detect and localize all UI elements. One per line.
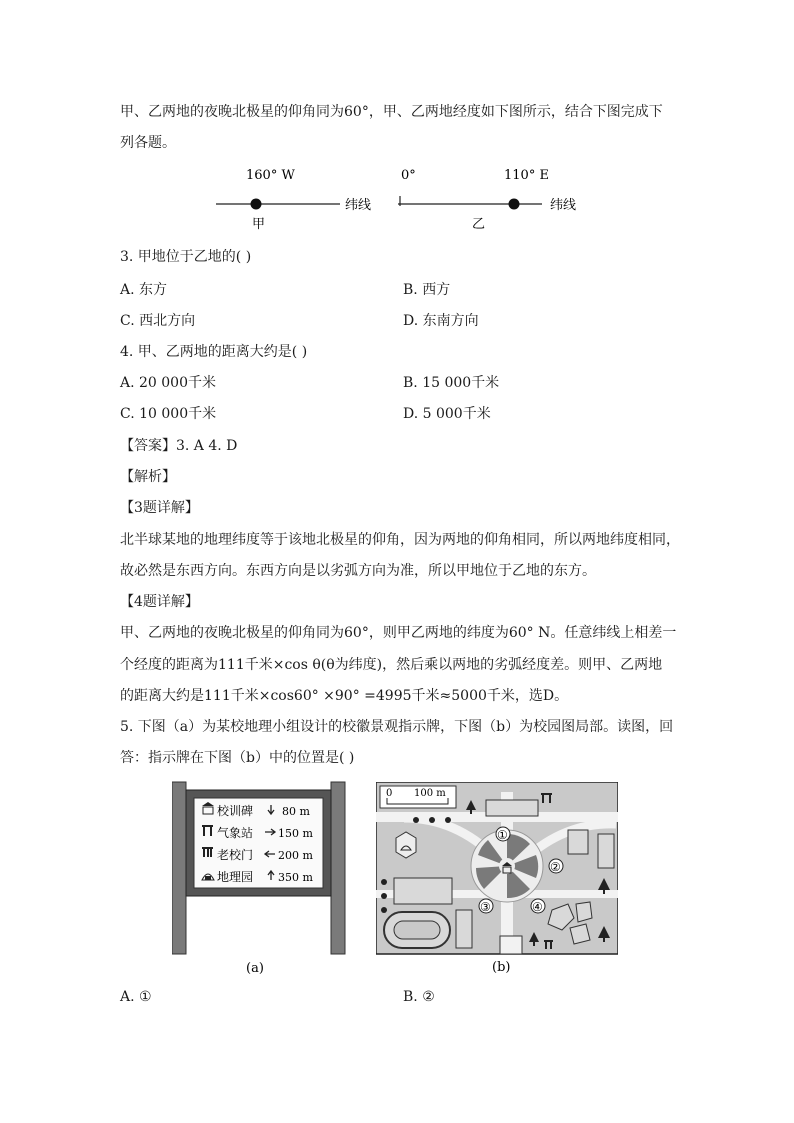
q4-detail-line-2: 个经度的距离为111千米×cos θ(θ为纬度)，然后乘以两地的劣弧经度差。则甲、乙两地 [120,657,663,673]
left-longitude-label: 160° W [246,168,295,183]
sign-row-4-distance: 350 m [278,871,313,884]
q3-stem: 3. 甲地位于乙地的( ) [120,249,252,265]
place-yi-label: 乙 [472,217,486,232]
sign-row-3-name: 老校门 [217,848,254,862]
q5-option-a[interactable]: A. ① [120,989,152,1005]
intro-line-1: 甲、乙两地的夜晚北极星的仰角同为60°，甲、乙两地经度如下图所示，结合下图完成下 [120,104,663,120]
right-latitude-label: 纬线 [550,198,577,213]
q3-option-c[interactable]: C. 西北方向 [120,313,196,329]
sign-board-figure [172,780,352,978]
svg-text:①: ① [497,828,508,842]
q3-option-d[interactable]: D. 东南方向 [403,313,479,329]
q3-detail-line-2: 故必然是东西方向。东西方向是以劣弧方向为准，所以甲地位于乙地的东方。 [120,563,596,579]
q4-detail-line-3: 的距离大约是111千米×cos60° ×90° =4995千米≈5000千米，选D。 [120,688,569,704]
q3-detail-title: 【3题详解】 [120,500,199,516]
gate-icon [202,847,213,857]
intro-line-2: 列各题。 [120,135,176,151]
scale-zero-label: 0 [386,788,393,799]
q5-line-1: 5. 下图（a）为某校地理小组设计的校徽景观指示牌，下图（b）为校园图局部。读图，回 [120,719,674,735]
svg-text:③: ③ [480,900,491,914]
sign-row-1-distance: 80 m [282,805,310,818]
longitude-figure [210,162,590,234]
q4-detail-line-1: 甲、乙两地的夜晚北极星的仰角同为60°，则甲乙两地的纬度为60° N。任意纬线上相差一 [120,625,677,641]
sign-row-2-distance: 150 m [278,827,313,840]
campus-map-figure [376,782,618,978]
q5-line-2: 答：指示牌在下图（b）中的位置是( ) [120,750,355,766]
q4-detail-title: 【4题详解】 [120,594,199,610]
q4-option-b[interactable]: B. 15 000千米 [403,375,500,391]
q3-detail-line-1: 北半球某地的地理纬度等于该地北极星的仰角，因为两地的仰角相同，所以两地纬度相同， [120,532,680,548]
left-latitude-label: 纬线 [345,198,372,213]
point-yi [509,199,520,210]
q4-option-c[interactable]: C. 10 000千米 [120,406,217,422]
answer-line: 【答案】3. A 4. D [120,438,238,454]
q5-option-b[interactable]: B. ② [403,989,435,1005]
q4-option-d[interactable]: D. 5 000千米 [403,406,491,422]
q3-option-a[interactable]: A. 东方 [120,282,168,298]
q4-option-a[interactable]: A. 20 000千米 [120,375,216,391]
right-longitude-label: 110° E [504,168,549,183]
point-jia [251,199,262,210]
sign-row-4-name: 地理园 [217,870,254,884]
svg-text:②: ② [550,860,561,874]
figure-b-caption: (b) [492,960,511,975]
q4-stem: 4. 甲、乙两地的距离大约是( ) [120,344,308,360]
figure-a-caption: (a) [246,961,264,976]
analysis-title: 【解析】 [120,469,176,485]
scale-distance-label: 100 m [414,788,446,799]
sign-row-3-distance: 200 m [278,849,313,862]
sign-row-2-name: 气象站 [217,826,254,840]
zero-longitude-label: 0° [401,168,416,183]
sign-row-1-name: 校训碑 [217,804,254,818]
q3-option-b[interactable]: B. 西方 [403,282,451,298]
svg-text:④: ④ [532,900,543,914]
place-jia-label: 甲 [252,217,266,232]
